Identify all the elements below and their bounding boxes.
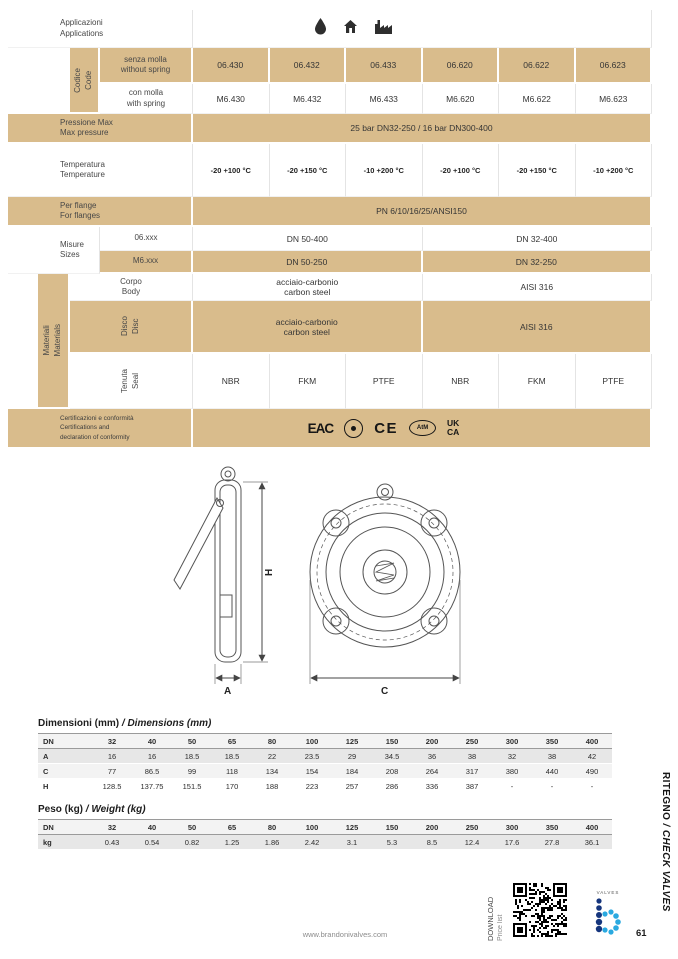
logo-text: VALVES bbox=[596, 890, 620, 895]
temperature-value: -20 +150 °C bbox=[499, 144, 576, 197]
spec-table bbox=[8, 10, 652, 449]
code-value: 06.620 bbox=[423, 48, 500, 84]
value-cell: 200 bbox=[412, 734, 452, 749]
value-cell: 264 bbox=[412, 764, 452, 779]
code-value: 06.432 bbox=[270, 48, 347, 84]
row-label: DN bbox=[38, 820, 92, 835]
price-list-label[interactable]: Price list bbox=[497, 914, 504, 941]
value-cell: 223 bbox=[292, 779, 332, 794]
website-link[interactable]: www.brandonivalves.com bbox=[302, 930, 388, 939]
value-cell: 150 bbox=[372, 820, 412, 835]
value-cell: 151.5 bbox=[172, 779, 212, 794]
value-cell: 32 bbox=[92, 820, 132, 835]
spacer bbox=[8, 274, 38, 409]
pressure-value: 25 bar DN32-250 / 16 bar DN300-400 bbox=[193, 114, 652, 144]
value-cell: 137.75 bbox=[132, 779, 172, 794]
value-cell: 490 bbox=[572, 764, 612, 779]
section-side-label: RITEGNO / CHECK VALVES bbox=[660, 772, 671, 912]
dimensions-table bbox=[38, 733, 612, 794]
value-cell: 34.5 bbox=[372, 749, 412, 764]
value-cell: 317 bbox=[452, 764, 492, 779]
value-cell: 350 bbox=[532, 734, 572, 749]
row-label: H bbox=[38, 779, 92, 794]
code-value: 06.623 bbox=[576, 48, 653, 84]
factory-icon bbox=[374, 19, 393, 39]
code-value: M6.432 bbox=[270, 84, 347, 114]
value-cell: 42 bbox=[572, 749, 612, 764]
row-label: DN bbox=[38, 734, 92, 749]
table-row bbox=[38, 779, 612, 794]
value-cell: 250 bbox=[452, 734, 492, 749]
sizes-06-label: 06.xxx bbox=[100, 227, 193, 251]
temperature-value: -10 +200 °C bbox=[346, 144, 423, 197]
value-cell: 300 bbox=[492, 820, 532, 835]
value-cell: 350 bbox=[532, 820, 572, 835]
temperature-value: -20 +100 °C bbox=[193, 144, 270, 197]
value-cell: 2.42 bbox=[292, 835, 332, 850]
materials-disc-left: acciaio-carbonio carbon steel bbox=[193, 301, 423, 354]
table-row bbox=[38, 749, 612, 764]
value-cell: 387 bbox=[452, 779, 492, 794]
code-value: M6.433 bbox=[346, 84, 423, 114]
code-value: M6.623 bbox=[576, 84, 653, 114]
applications-label: Applicazioni Applications bbox=[8, 10, 193, 48]
certification-oval-icon: AtM bbox=[409, 420, 436, 436]
dimension-c-label: C bbox=[381, 686, 389, 697]
value-cell: 380 bbox=[492, 764, 532, 779]
value-cell: - bbox=[532, 779, 572, 794]
eac-mark-icon: EAC bbox=[307, 420, 334, 436]
value-cell: 188 bbox=[252, 779, 292, 794]
materials-body-right: AISI 316 bbox=[423, 274, 653, 301]
flanges-value: PN 6/10/16/25/ANSI150 bbox=[193, 197, 652, 227]
spacer bbox=[8, 48, 70, 84]
value-cell: 300 bbox=[492, 734, 532, 749]
qr-code bbox=[513, 883, 567, 937]
value-cell: 40 bbox=[132, 820, 172, 835]
value-cell: 12.4 bbox=[452, 835, 492, 850]
value-cell: 36 bbox=[412, 749, 452, 764]
value-cell: 154 bbox=[292, 764, 332, 779]
value-cell: 32 bbox=[492, 749, 532, 764]
materials-body-label: Corpo Body bbox=[70, 274, 193, 301]
value-cell: 400 bbox=[572, 734, 612, 749]
weight-table bbox=[38, 819, 612, 850]
code-with-spring-label: con molla with spring bbox=[100, 84, 193, 114]
value-cell: - bbox=[572, 779, 612, 794]
table-row bbox=[38, 835, 612, 850]
value-cell: 0.82 bbox=[172, 835, 212, 850]
table-row bbox=[38, 820, 612, 835]
certification-marks bbox=[193, 409, 652, 449]
value-cell: 23.5 bbox=[292, 749, 332, 764]
value-cell: 38 bbox=[532, 749, 572, 764]
code-without-spring-label: senza molla without spring bbox=[100, 48, 193, 84]
value-cell: 99 bbox=[172, 764, 212, 779]
value-cell: 125 bbox=[332, 820, 372, 835]
value-cell: 50 bbox=[172, 820, 212, 835]
building-icon bbox=[342, 18, 359, 40]
value-cell: 17.6 bbox=[492, 835, 532, 850]
seal-value: PTFE bbox=[576, 354, 653, 409]
materials-body-left: acciaio-carbonio carbon steel bbox=[193, 274, 423, 301]
row-label: C bbox=[38, 764, 92, 779]
code-section-label: Codice Code bbox=[70, 48, 100, 114]
materials-seal-label: Tenuta Seal bbox=[70, 354, 193, 409]
valve-technical-drawing bbox=[150, 462, 490, 707]
temperature-value: -20 +100 °C bbox=[423, 144, 500, 197]
flanges-label: Per flange For flanges bbox=[8, 197, 193, 227]
value-cell: 400 bbox=[572, 820, 612, 835]
ce-mark-icon: CE bbox=[374, 419, 399, 437]
sizes-06-left: DN 50-400 bbox=[193, 227, 423, 251]
row-label: A bbox=[38, 749, 92, 764]
materials-disc-label: Disco Disc bbox=[70, 301, 193, 354]
value-cell: 32 bbox=[92, 734, 132, 749]
droplet-icon bbox=[314, 18, 327, 40]
sizes-label: Misure Sizes bbox=[8, 227, 100, 274]
value-cell: 16 bbox=[92, 749, 132, 764]
value-cell: 65 bbox=[212, 820, 252, 835]
materials-disc-right: AISI 316 bbox=[423, 301, 653, 354]
value-cell: 18.5 bbox=[172, 749, 212, 764]
value-cell: 286 bbox=[372, 779, 412, 794]
value-cell: 150 bbox=[372, 734, 412, 749]
value-cell: 125 bbox=[332, 734, 372, 749]
value-cell: 86.5 bbox=[132, 764, 172, 779]
code-value: M6.620 bbox=[423, 84, 500, 114]
value-cell: 65 bbox=[212, 734, 252, 749]
seal-value: FKM bbox=[270, 354, 347, 409]
value-cell: 5.3 bbox=[372, 835, 412, 850]
value-cell: 77 bbox=[92, 764, 132, 779]
code-value: M6.622 bbox=[499, 84, 576, 114]
temperature-value: -20 +150 °C bbox=[270, 144, 347, 197]
value-cell: 336 bbox=[412, 779, 452, 794]
value-cell: 80 bbox=[252, 734, 292, 749]
value-cell: 27.8 bbox=[532, 835, 572, 850]
ukca-mark-icon: UK CA bbox=[447, 418, 460, 437]
row-label: kg bbox=[38, 835, 92, 850]
value-cell: 170 bbox=[212, 779, 252, 794]
value-cell: 16 bbox=[132, 749, 172, 764]
value-cell: 1.86 bbox=[252, 835, 292, 850]
certification-circle-icon bbox=[344, 419, 363, 438]
value-cell: 440 bbox=[532, 764, 572, 779]
weight-title: Peso (kg) / Weight (kg) bbox=[38, 804, 146, 815]
brandoni-b-icon bbox=[588, 896, 628, 938]
spacer bbox=[8, 84, 70, 114]
value-cell: 208 bbox=[372, 764, 412, 779]
dimensions-section bbox=[38, 718, 612, 794]
pressure-label: Pressione Max Max pressure bbox=[8, 114, 193, 144]
value-cell: 38 bbox=[452, 749, 492, 764]
code-value: 06.433 bbox=[346, 48, 423, 84]
value-cell: 134 bbox=[252, 764, 292, 779]
seal-value: FKM bbox=[499, 354, 576, 409]
value-cell: 22 bbox=[252, 749, 292, 764]
value-cell: 1.25 bbox=[212, 835, 252, 850]
sizes-06-right: DN 32-400 bbox=[423, 227, 653, 251]
seal-value: NBR bbox=[423, 354, 500, 409]
seal-value: NBR bbox=[193, 354, 270, 409]
applications-icons bbox=[193, 10, 652, 48]
download-price-list[interactable] bbox=[486, 883, 504, 941]
value-cell: 184 bbox=[332, 764, 372, 779]
value-cell: - bbox=[492, 779, 532, 794]
value-cell: 80 bbox=[252, 820, 292, 835]
code-value: M6.430 bbox=[193, 84, 270, 114]
sizes-m6-left: DN 50-250 bbox=[193, 251, 423, 274]
weight-section bbox=[38, 804, 612, 850]
value-cell: 0.43 bbox=[92, 835, 132, 850]
brandoni-logo bbox=[586, 890, 630, 943]
seal-value: PTFE bbox=[346, 354, 423, 409]
value-cell: 257 bbox=[332, 779, 372, 794]
value-cell: 100 bbox=[292, 820, 332, 835]
temperature-value: -10 +200 °C bbox=[576, 144, 653, 197]
page-number: 61 bbox=[636, 928, 647, 939]
certifications-label: Certificazioni e conformità Certifications and declaration of conformity bbox=[8, 409, 193, 449]
download-label[interactable]: DOWNLOAD bbox=[486, 896, 495, 941]
dimensions-title: Dimensioni (mm) / Dimensions (mm) bbox=[38, 718, 212, 729]
dimension-h-label: H bbox=[264, 568, 275, 576]
value-cell: 40 bbox=[132, 734, 172, 749]
value-cell: 250 bbox=[452, 820, 492, 835]
sizes-m6-label: M6.xxx bbox=[100, 251, 193, 274]
value-cell: 118 bbox=[212, 764, 252, 779]
sizes-m6-right: DN 32-250 bbox=[423, 251, 653, 274]
value-cell: 0.54 bbox=[132, 835, 172, 850]
value-cell: 29 bbox=[332, 749, 372, 764]
value-cell: 8.5 bbox=[412, 835, 452, 850]
materials-section-label: Materiali Materials bbox=[38, 274, 70, 409]
code-value: 06.622 bbox=[499, 48, 576, 84]
table-row bbox=[38, 734, 612, 749]
temperature-label: Temperatura Temperature bbox=[8, 144, 193, 197]
value-cell: 3.1 bbox=[332, 835, 372, 850]
code-value: 06.430 bbox=[193, 48, 270, 84]
value-cell: 200 bbox=[412, 820, 452, 835]
value-cell: 18.5 bbox=[212, 749, 252, 764]
value-cell: 100 bbox=[292, 734, 332, 749]
dimension-a-label: A bbox=[224, 686, 232, 697]
value-cell: 36.1 bbox=[572, 835, 612, 850]
table-row bbox=[38, 764, 612, 779]
value-cell: 128.5 bbox=[92, 779, 132, 794]
value-cell: 50 bbox=[172, 734, 212, 749]
